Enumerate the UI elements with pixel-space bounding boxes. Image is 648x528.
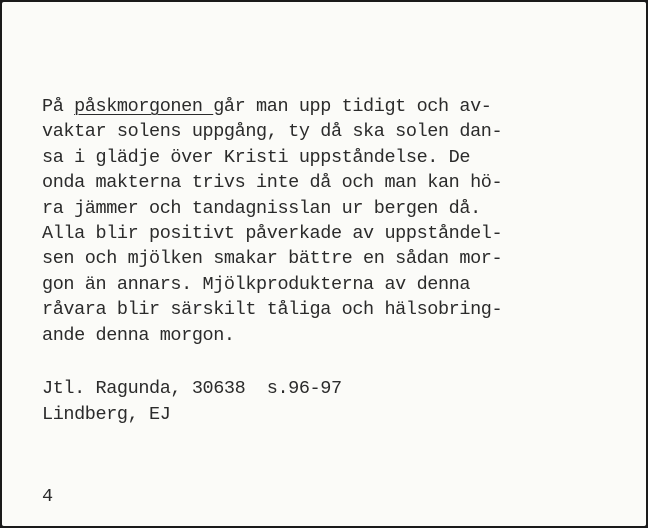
card-body-text [42,94,602,348]
text-line: råvara blir särskilt tåliga och hälsobring- [42,299,503,321]
text-line: Alla blir positivt påverkade av uppståndel- [42,222,503,244]
archive-card [2,2,646,526]
card-number: 4 [42,486,53,507]
text-line: sen och mjölken smakar bättre en sådan mor- [42,248,503,270]
text-line: sa i glädje över Kristi uppståndelse. De [42,146,471,168]
archive-reference: Jtl. Ragunda, 30638 s.96-97 [42,378,342,399]
text-line: onda makterna trivs inte då och man kan hö- [42,172,503,194]
underlined-keyword: påskmorgonen [74,96,214,117]
text-line: vaktar solens uppgång, ty då ska solen dan- [42,121,503,143]
text-line: ra jämmer och tandagnisslan ur bergen då. [42,197,481,219]
text-line: På påskmorgonen går man upp tidigt och av- [42,96,492,117]
recorder-name: Lindberg, EJ [42,404,171,425]
text-line: ande denna morgon. [42,324,235,346]
source-reference [42,376,342,428]
text-line: gon än annars. Mjölkprodukterna av denna [42,273,471,295]
